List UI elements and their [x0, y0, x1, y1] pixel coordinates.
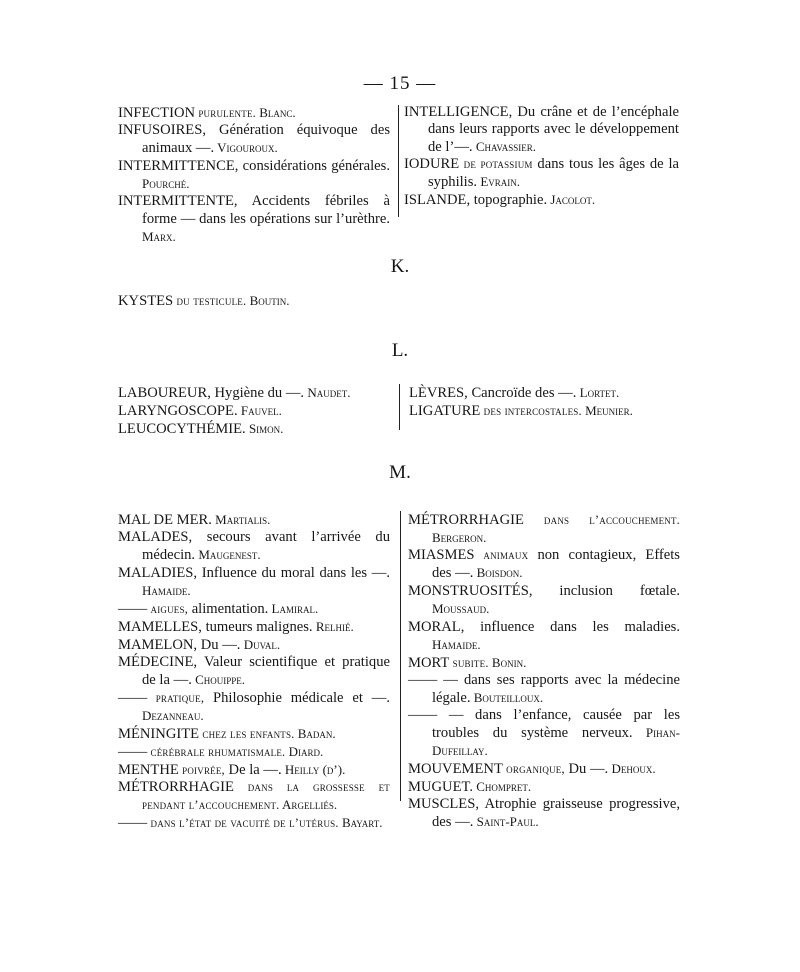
entry-head: MENTHE: [118, 762, 179, 778]
index-entry: [408, 796, 680, 831]
entry-author: Naudet.: [304, 385, 351, 400]
entry-author: Hamaide.: [142, 583, 191, 598]
index-entry: [409, 402, 684, 420]
index-entry: [118, 600, 390, 618]
entry-head: MÉDECINE: [118, 654, 194, 670]
entry-head: INFECTION: [118, 105, 196, 121]
entry-head: MALADIES: [118, 565, 194, 581]
entry-small: pratique,: [147, 691, 205, 705]
index-entry: [118, 511, 390, 529]
index-entry: [118, 529, 390, 564]
entry-small: du testicule.: [173, 294, 247, 308]
entry-rest: , Valeur scientifique et pratique de la —.: [142, 654, 390, 688]
entry-small: des intercostales.: [480, 404, 582, 418]
entry-rest: , secours avant l’arrivée du médecin.: [142, 529, 390, 563]
entry-small: animaux: [474, 548, 529, 562]
index-entry: [404, 156, 679, 191]
index-entry: [118, 636, 390, 654]
entry-head: LEUCOCYTHÉMIE.: [118, 421, 246, 437]
entry-rest: Philosophie médicale et —.: [204, 690, 390, 706]
entry-head: LÈVRES: [409, 385, 465, 401]
entry-rest: , Accidents fébriles à forme — dans les opérations sur l’urèthre.: [142, 193, 390, 227]
entry-rest: , Influence du moral dans les —.: [193, 565, 390, 581]
index-entry: [118, 193, 390, 246]
entry-head: ISLANDE: [404, 192, 467, 208]
entry-small: subite.: [449, 656, 489, 670]
entry-head: IODURE: [404, 156, 460, 172]
entry-author: Lortet.: [576, 385, 620, 400]
section-letter-m: M.: [389, 462, 411, 483]
index-entry: [409, 384, 684, 402]
right-column: [409, 384, 684, 420]
entry-head: LIGATURE: [409, 403, 481, 419]
entry-head: INTELLIGENCE: [404, 104, 509, 120]
index-entry: [118, 689, 390, 725]
entry-author: Martialis.: [211, 512, 271, 527]
entry-author: Argelliés.: [279, 797, 338, 812]
entry-author: Diard.: [285, 744, 324, 759]
entry-author: Bonin.: [488, 655, 527, 670]
index-entry: [408, 582, 680, 618]
entry-rest: , Du crâne et de l’encéphale dans leurs rapports avec le développement de l’—.: [428, 104, 679, 155]
column-divider: [400, 511, 401, 801]
column-divider: [398, 105, 399, 217]
left-column: [118, 104, 390, 246]
entry-head: ——: [118, 815, 148, 831]
entry-head: LABOUREUR: [118, 385, 208, 401]
entry-rest: , Atrophie graisseuse progressive, des —.: [432, 796, 680, 830]
index-entry: [118, 122, 390, 157]
entry-rest: dans ses rapports avec la médecine légale.: [432, 672, 680, 706]
entry-small: organique,: [502, 762, 565, 776]
entry-author: Evrain.: [477, 174, 521, 189]
entry-rest: De la —.: [224, 762, 282, 778]
entry-author: Hamaide.: [432, 637, 481, 652]
entry-head: MÉTRORRHAGIE: [408, 512, 524, 528]
index-entry: [118, 779, 390, 814]
entry-rest: , influence dans les maladies.: [460, 619, 680, 635]
entry-small: de potassium: [459, 157, 533, 171]
entry-author: Chouippe.: [191, 672, 246, 687]
index-entry: [118, 564, 390, 600]
entry-head: KYSTES: [118, 293, 174, 309]
entry-head: MÉNINGITE: [118, 726, 200, 742]
entry-author: Pihan-Dufeillay.: [432, 725, 680, 758]
entry-head: INTERMITTENTE: [118, 193, 234, 209]
entry-small: dans l’accouchement.: [523, 513, 680, 527]
index-entry: [408, 760, 680, 778]
entry-head: MAL DE MER.: [118, 512, 212, 528]
entry-author: Simon.: [245, 421, 284, 436]
entry-author: Relhié.: [312, 619, 354, 634]
left-column: [118, 511, 390, 832]
entry-author: Meunier.: [581, 403, 633, 418]
entry-head: LARYNGOSCOPE.: [118, 403, 238, 419]
entry-small: dans la grossesse et pendant l’accouchement.: [142, 780, 390, 812]
entry-head: MUGUET.: [408, 779, 473, 795]
index-entry: [408, 654, 680, 672]
right-column: [408, 511, 680, 831]
entry-author: Bouteilloux.: [470, 690, 544, 705]
entry-head: MÉTRORRHAGIE: [118, 779, 234, 795]
entry-head: MAMELLES: [118, 619, 199, 635]
entry-author: Bergeron.: [432, 530, 487, 545]
entry-author: Badan.: [294, 726, 336, 741]
entry-author: Duval.: [240, 637, 281, 652]
index-entry: [118, 157, 390, 193]
entry-rest: , Génération équivoque des animaux —.: [142, 122, 390, 156]
index-entry: [118, 104, 390, 122]
entry-head: MUSCLES: [408, 796, 476, 812]
entry-rest: , inclusion fœtale.: [528, 583, 680, 599]
entry-author: Bayart.: [338, 815, 383, 830]
index-entry: [408, 547, 680, 582]
entry-small: poivrée,: [178, 763, 225, 777]
index-entry: [118, 292, 390, 310]
entry-author: Boutin.: [246, 293, 290, 308]
section-letter-k: K.: [390, 256, 410, 277]
index-entry: [118, 654, 390, 689]
entry-head: INTERMITTENCE: [118, 158, 235, 174]
entry-author: Blanc.: [255, 105, 296, 120]
index-entry: [118, 814, 390, 832]
entry-head: ——: [118, 690, 148, 706]
entry-small: aigues,: [147, 602, 189, 616]
entry-head: ——: [118, 601, 148, 617]
entry-small: dans l’état de vacuité de l’utérus.: [147, 816, 339, 830]
entry-author: Moussaud.: [432, 601, 490, 616]
entry-rest: , topographie.: [466, 192, 548, 208]
entry-author: Pourché.: [142, 176, 190, 191]
index-entry: [408, 511, 680, 547]
entry-head: MONSTRUOSITÉS: [408, 583, 529, 599]
index-entry: [404, 104, 679, 156]
entry-rest: , Du —.: [193, 637, 241, 653]
index-entry: [408, 618, 680, 654]
index-entry: [404, 191, 679, 209]
left-column: [118, 384, 390, 438]
entry-head: MIASMES: [408, 547, 475, 563]
entry-rest: Du —.: [564, 761, 609, 777]
entry-small: purulente.: [195, 106, 256, 120]
entry-head: —— —: [408, 707, 464, 723]
page-number: — 15 —: [363, 73, 437, 94]
entry-author: Saint-Paul.: [473, 814, 539, 829]
entry-author: Fauvel.: [237, 403, 282, 418]
entry-author: Boisdon.: [473, 565, 523, 580]
index-entry: [118, 618, 390, 636]
entry-head: MORAL: [408, 619, 461, 635]
entry-author: Heilly (d’).: [281, 762, 346, 777]
entry-author: Chavassier.: [472, 139, 536, 154]
entry-author: Maugenest.: [195, 547, 261, 562]
right-column: [404, 104, 679, 209]
entry-small: cérébrale rhumatismale.: [147, 745, 286, 759]
entry-head: ——: [118, 744, 148, 760]
entry-head: MALADES: [118, 529, 189, 545]
index-entry: [118, 402, 390, 420]
index-entry: [118, 725, 390, 743]
entry-rest: , tumeurs malignes.: [198, 619, 313, 635]
section-letter-l: L.: [391, 340, 409, 361]
column-divider: [399, 384, 400, 430]
entry-rest: , considérations générales.: [234, 158, 390, 174]
entry-rest: alimentation.: [188, 601, 269, 617]
index-entry: [118, 384, 390, 402]
entry-rest: dans tous les âges de la syphilis.: [428, 156, 679, 190]
entry-head: MORT: [408, 655, 450, 671]
entry-author: Vigouroux.: [214, 140, 278, 155]
entry-author: Dezanneau.: [142, 708, 204, 723]
index-entry: [408, 672, 680, 707]
entry-author: Jacolot.: [547, 192, 596, 207]
entry-small: chez les enfants.: [199, 727, 295, 741]
index-entry: [408, 707, 680, 760]
entry-head: MAMELON: [118, 637, 194, 653]
entry-rest: , Cancroïde des —.: [464, 385, 577, 401]
entry-rest: dans l’enfance, causée par les troubles du système nerveux.: [432, 707, 680, 741]
entry-author: Marx.: [142, 229, 176, 244]
entry-rest: , Hygiène du —.: [207, 385, 305, 401]
index-entry: [408, 778, 680, 796]
entry-head: —— —: [408, 672, 458, 688]
entry-head: INFUSOIRES: [118, 122, 203, 138]
index-entry: [118, 420, 390, 438]
index-entry: [118, 743, 390, 761]
left-column: [118, 292, 390, 310]
entry-author: Lamiral.: [268, 601, 319, 616]
entry-author: Dehoux.: [608, 761, 656, 776]
entry-author: Chompret.: [473, 779, 532, 794]
entry-head: MOUVEMENT: [408, 761, 503, 777]
index-entry: [118, 761, 390, 779]
entry-rest: non contagieux, Effets des —.: [432, 547, 680, 581]
